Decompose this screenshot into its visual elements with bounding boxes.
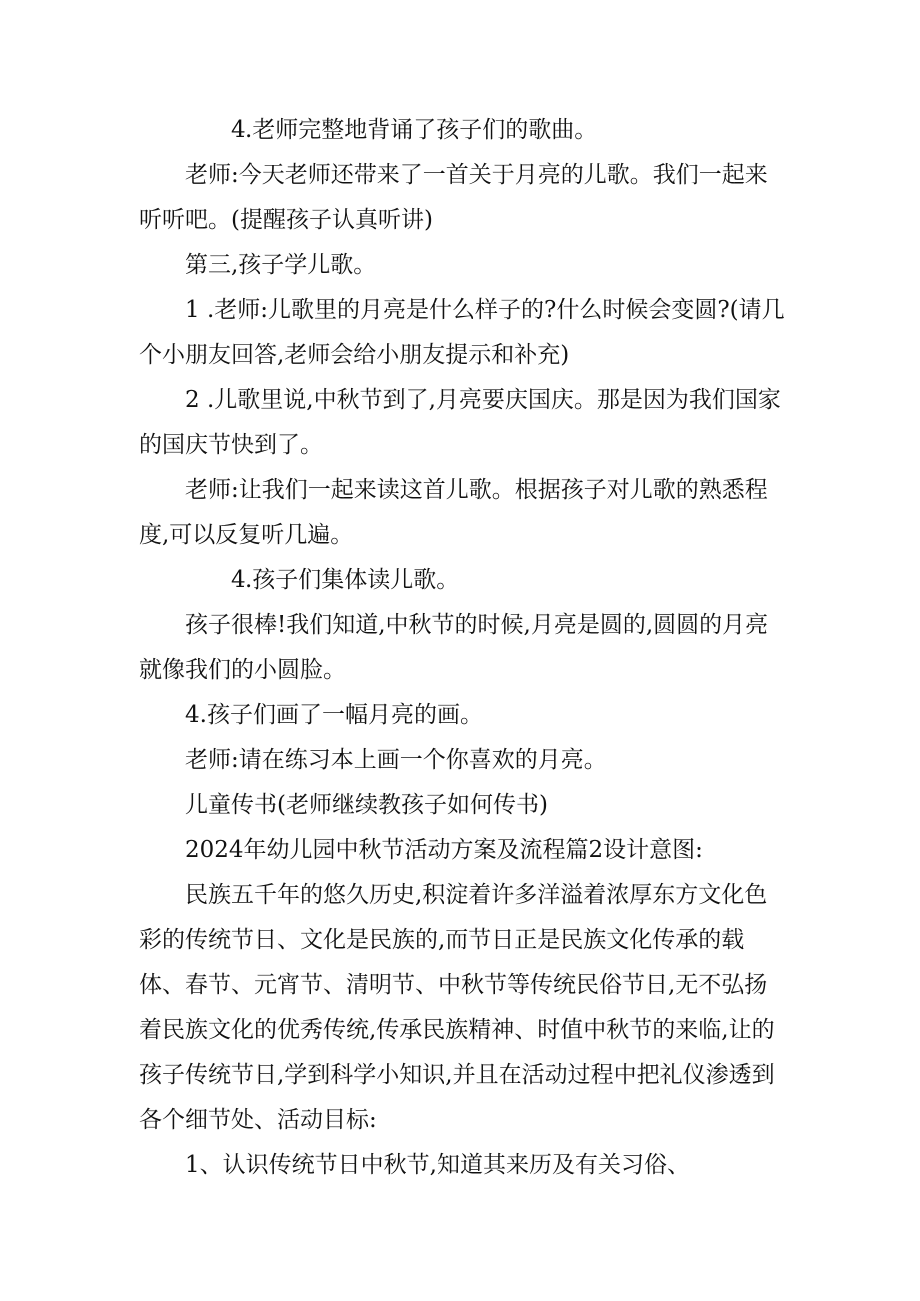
paragraph-text: .老师完整地背诵了孩子们的歌曲。 [245,117,598,143]
list-number: 4 [231,117,246,143]
document-body [139,108,789,1188]
list-number: 4 [231,567,246,593]
paragraph-step-three: 第三,孩子学儿歌。 [185,252,377,278]
paragraph-teacher-recites [139,108,789,153]
paragraph-text: .孩子们集体读儿歌。 [245,567,460,593]
paragraph-praise: 孩子很棒!我们知道,中秋节的时候,月亮是圆的,圆圆的月亮就像我们的小圆脸。 [139,612,769,683]
paragraph-question-moon: 1 .老师:儿歌里的月亮是什么样子的?什么时候会变圆?(请几个小朋友回答,老师会给小朋友提示和补充) [139,297,785,368]
paragraph-group-reading [139,558,789,603]
paragraph-design-intent: 民族五千年的悠久历史,积淀着许多洋溢着浓厚东方文化色彩的传统节日、文化是民族的,而节日正是民族文化传承的载体、春节、元宵节、清明节、中秋节等传统民俗节日,无不弘扬着民族文化的优秀传统,传承民族精神、时值中秋节的来临,让的孩子传统节日,学到科学小知识,并且在活动过程中把礼仪渗透到各个细节处、活动目标: [139,882,775,1133]
paragraph-teacher-intro-song: 老师:今天老师还带来了一首关于月亮的儿歌。我们一起来听听吧。(提醒孩子认真听讲) [139,162,768,233]
paragraph-teacher-draw: 老师:请在练习本上画一个你喜欢的月亮。 [185,747,607,773]
paragraph-goal-one: 1、认识传统节日中秋节,知道其来历及有关习俗、 [185,1152,690,1178]
paragraph-pass-book: 儿童传书(老师继续教孩子如何传书) [185,792,548,818]
paragraph-plan-title: 2024年幼儿园中秋节活动方案及流程篇2设计意图: [185,837,703,863]
paragraph-draw-moon: 4.孩子们画了一幅月亮的画。 [185,702,483,728]
paragraph-national-day: 2 .儿歌里说,中秋节到了,月亮要庆国庆。那是因为我们国家的国庆节快到了。 [139,387,781,458]
paragraph-read-together: 老师:让我们一起来读这首儿歌。根据孩子对儿歌的熟悉程度,可以反复听几遍。 [139,477,768,548]
